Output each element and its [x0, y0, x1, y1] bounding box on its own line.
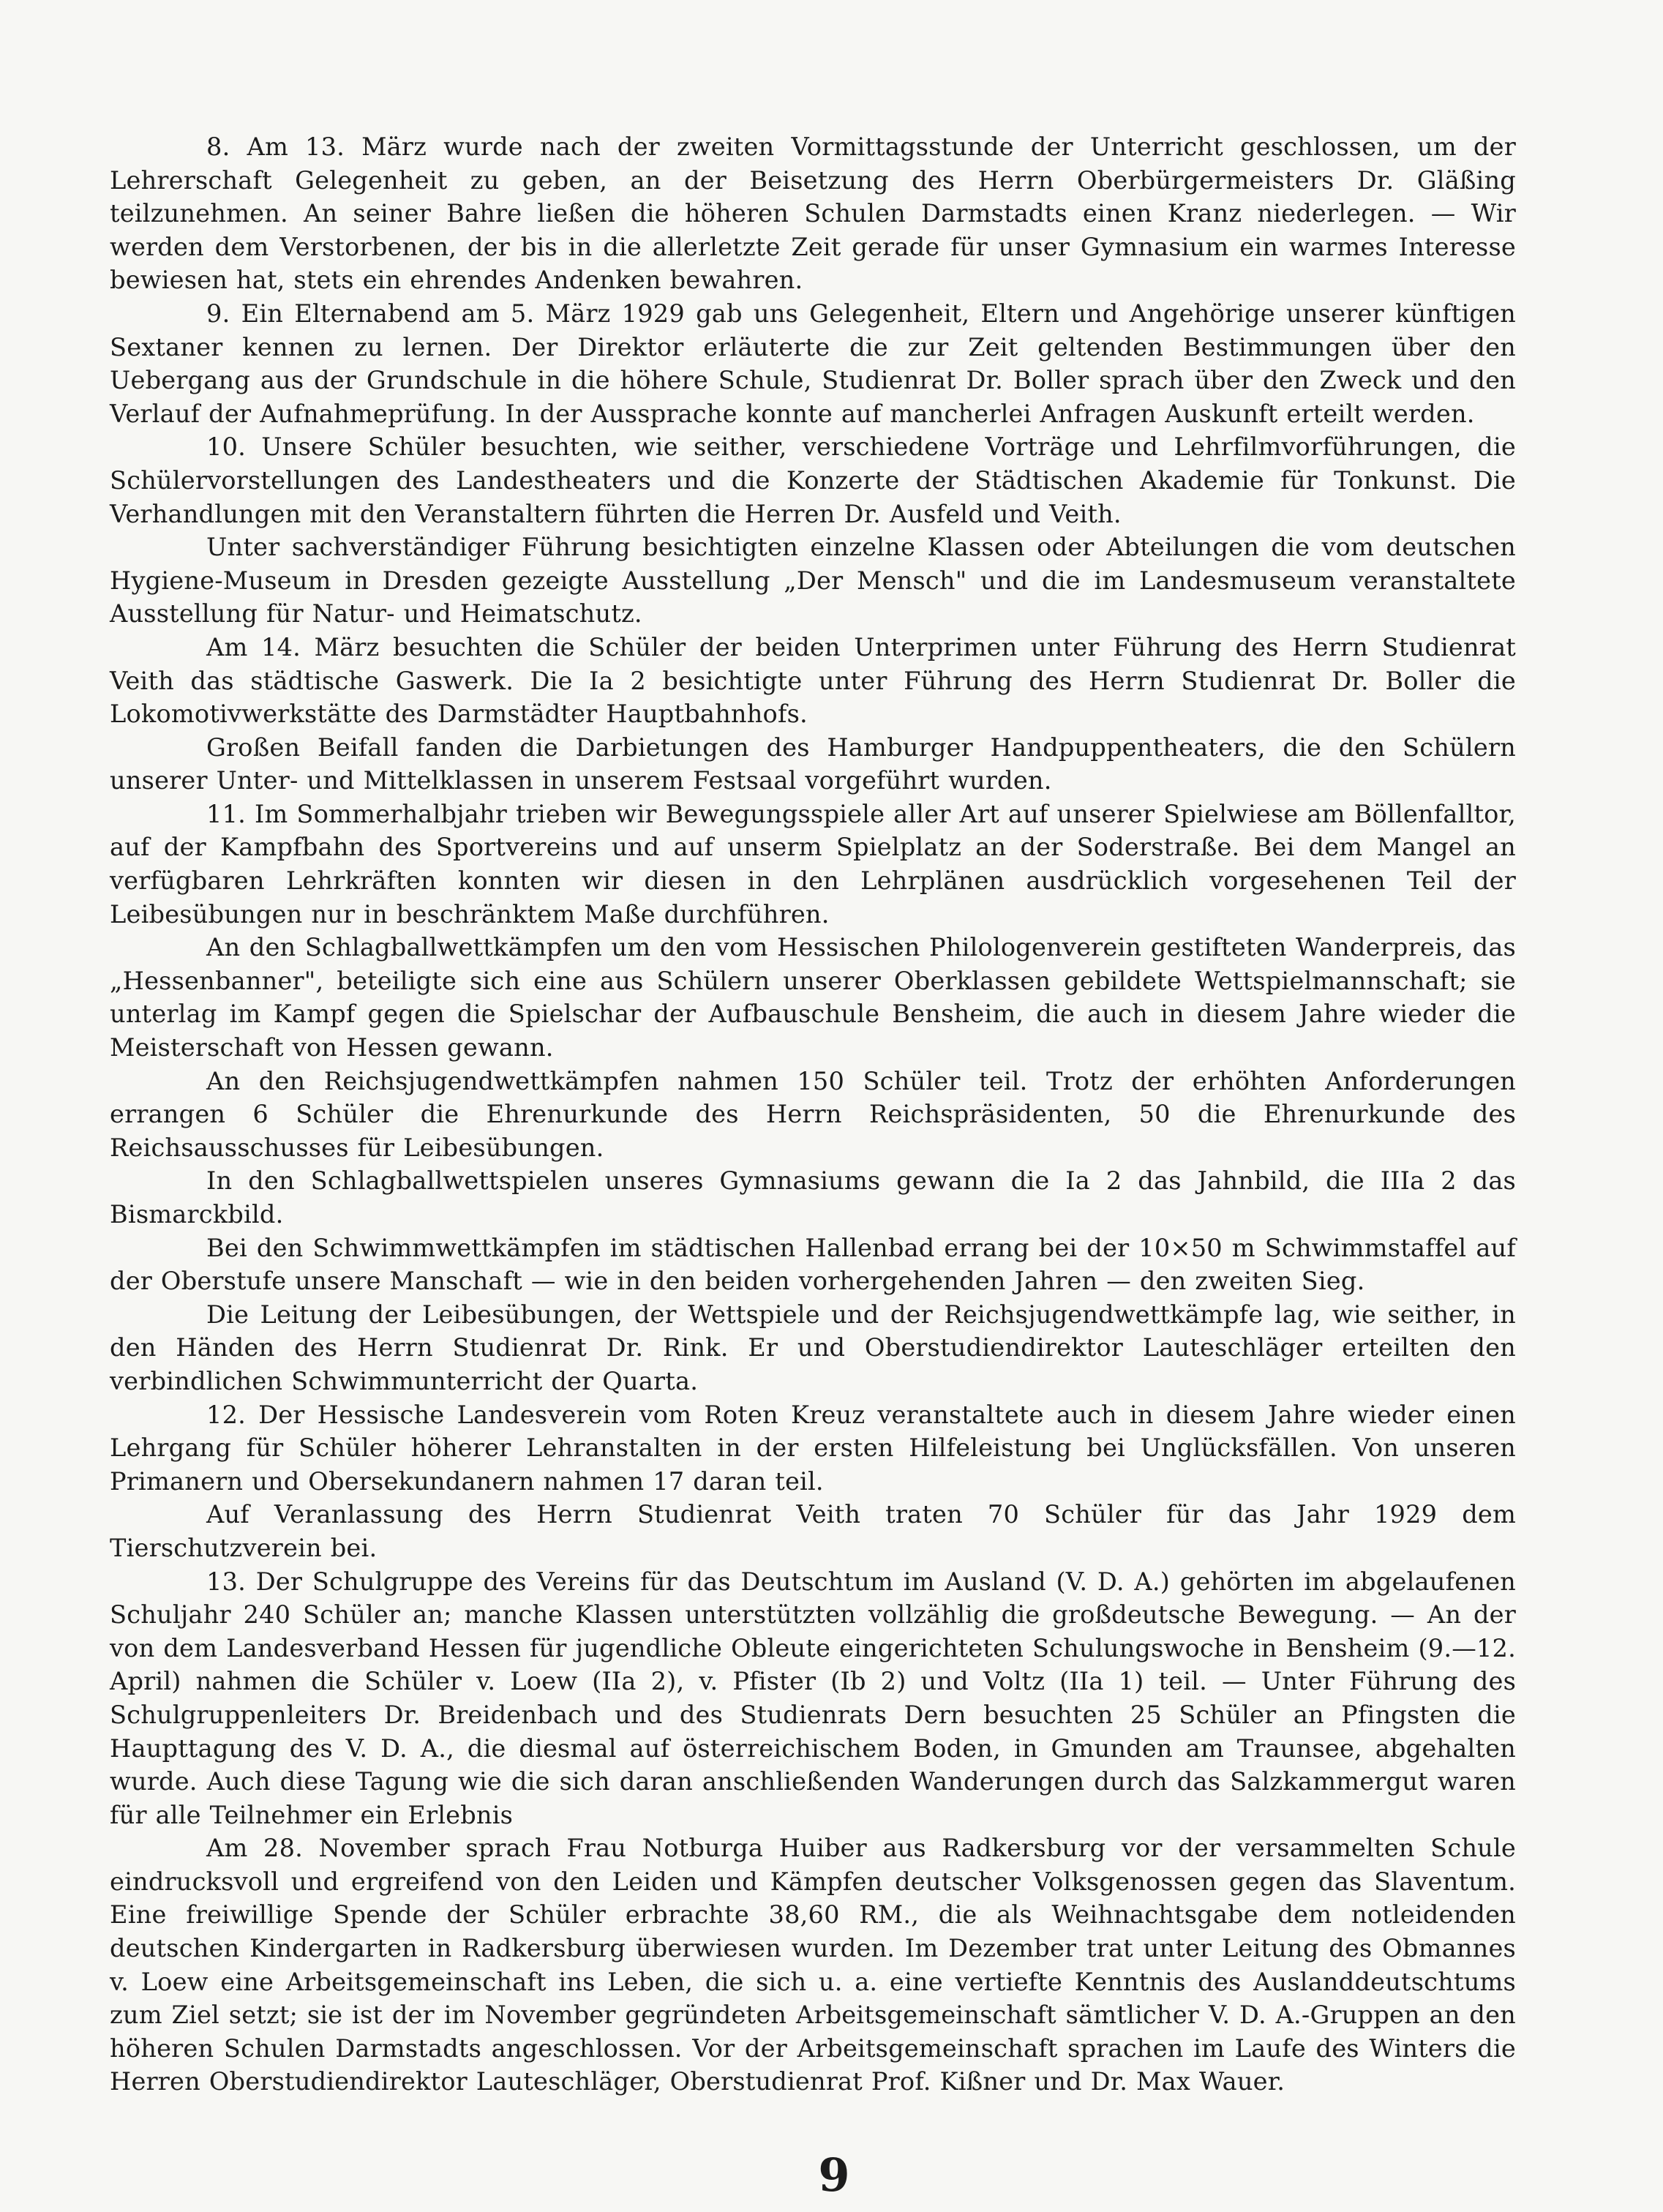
- paragraph: 12. Der Hessische Landesverein vom Roten Kreuz veranstaltete auch in diesem Jahre wieder einen Lehrgang für Schüler höherer Lehranstalten in der ersten Hilfeleistung bei Unglücksfällen. Von unseren Primanern und Obersekundanern nahmen 17 daran teil.: [110, 1400, 1516, 1496]
- page-number: 9: [818, 2148, 850, 2202]
- paragraph: Die Leitung der Leibesübungen, der Wettspiele und der Reichsjugendwettkämpfe lag, wie seither, in den Händen des Herrn Studienrat Dr. Rink. Er und Oberstudiendirektor Lauteschläger erteilten den verbindlichen Schwimmunterricht der Quarta.: [110, 1300, 1516, 1395]
- paragraph: Am 28. November sprach Frau Notburga Huiber aus Radkersburg vor der versammelten Schule eindrucksvoll und ergreifend von den Leiden und Kämpfen deutscher Volksgenossen gegen das Slaventum. Eine freiwillige Spende der Schüler erbrachte 38,60 RM., die als Weihnachtsgabe dem notleidenden deutschen Kindergarten in Radkersburg überwiesen wurden. Im Dezember trat unter Leitung des Obmannes v. Loew eine Arbeitsgemeinschaft ins Leben, die sich u. a. eine vertiefte Kenntnis des Auslanddeutschtums zum Ziel setzt; sie ist der im November gegründeten Arbeitsgemeinschaft sämtlicher V. D. A.-Gruppen an den höheren Schulen Darmstadts angeschlossen. Vor der Arbeitsgemeinschaft sprachen im Laufe des Winters die Herren Oberstudiendirektor Lauteschläger, Oberstudienrat Prof. Kißner und Dr. Max Wauer.: [110, 1834, 1516, 2096]
- paragraph: 11. Im Sommerhalbjahr trieben wir Bewegungsspiele aller Art auf unserer Spielwiese am Böllenfalltor, auf der Kampfbahn des Sportvereins und auf unserm Spielplatz an der Soderstraße. Bei dem Mangel an verfügbaren Lehrkräften konnten wir diesen in den Lehrplänen ausdrücklich vorgesehenen Teil der Leibesübungen nur in beschränktem Maße durchführen.: [110, 799, 1516, 929]
- paragraph: 13. Der Schulgruppe des Vereins für das Deutschtum im Ausland (V. D. A.) gehörten im abgelaufenen Schuljahr 240 Schüler an; manche Klassen unterstützten vollzählig die großdeutsche Bewegung. — An der von dem Landesverband Hessen für jugendliche Obleute eingerichteten Schulungswoche in Bensheim (9.—12. April) nahmen die Schüler v. Loew (IIa 2), v. Pfister (Ib 2) und Voltz (IIa 1) teil. — Unter Führung des Schulgruppenleiters Dr. Breidenbach und des Studienrats Dern besuchten 25 Schüler an Pfingsten die Haupttagung des V. D. A., die diesmal auf österreichischem Boden, in Gmunden am Traunsee, abgehalten wurde. Auch diese Tagung wie die sich daran anschließenden Wanderungen durch das Salzkammergut waren für alle Teilnehmer ein Erlebnis: [110, 1567, 1516, 1829]
- paragraph: Unter sachverständiger Führung besichtigten einzelne Klassen oder Abteilungen die vom deutschen Hygiene-Museum in Dresden gezeigte Ausstellung „Der Mensch" und die im Landesmuseum veranstaltete Ausstellung für Natur- und Heimatschutz.: [110, 533, 1516, 629]
- paragraph: 9. Ein Elternabend am 5. März 1929 gab uns Gelegenheit, Eltern und Angehörige unserer künftigen Sextaner kennen zu lernen. Der Direktor erläuterte die zur Zeit geltenden Bestimmungen über den Uebergang aus der Grundschule in die höhere Schule, Studienrat Dr. Boller sprach über den Zweck und den Verlauf der Aufnahmeprüfung. In der Aussprache konnte auf mancherlei Anfragen Auskunft erteilt werden.: [110, 299, 1516, 428]
- document-body: [110, 130, 1516, 2099]
- paragraph: In den Schlagballwettspielen unseres Gymnasiums gewann die Ia 2 das Jahnbild, die IIIa 2 das Bismarckbild.: [110, 1166, 1516, 1229]
- paragraph: 10. Unsere Schüler besuchten, wie seither, verschiedene Vorträge und Lehrfilmvorführungen, die Schülervorstellungen des Landestheaters und die Konzerte der Städtischen Akademie für Tonkunst. Die Verhandlungen mit den Veranstaltern führten die Herren Dr. Ausfeld und Veith.: [110, 432, 1516, 528]
- paragraph: An den Schlagballwettkämpfen um den vom Hessischen Philologenverein gestifteten Wanderpreis, das „Hessenbanner", beteiligte sich eine aus Schülern unserer Oberklassen gebildete Wettspielmannschaft; sie unterlag im Kampf gegen die Spielschar der Aufbauschule Bensheim, die auch in diesem Jahre wieder die Meisterschaft von Hessen gewann.: [110, 933, 1516, 1062]
- paragraph: 8. Am 13. März wurde nach der zweiten Vormittagsstunde der Unterricht geschlossen, um der Lehrerschaft Gelegenheit zu geben, an der Beisetzung des Herrn Oberbürgermeisters Dr. Gläßing teilzunehmen. An seiner Bahre ließen die höheren Schulen Darmstadts einen Kranz niederlegen. — Wir werden dem Verstorbenen, der bis in die allerletzte Zeit gerade für unser Gymnasium ein warmes Interesse bewiesen hat, stets ein ehrendes Andenken bewahren.: [110, 132, 1516, 295]
- paragraph: Großen Beifall fanden die Darbietungen des Hamburger Handpuppentheaters, die den Schülern unserer Unter- und Mittelklassen in unserem Festsaal vorgeführt wurden.: [110, 732, 1516, 795]
- paragraph: An den Reichsjugendwettkämpfen nahmen 150 Schüler teil. Trotz der erhöhten Anforderungen errangen 6 Schüler die Ehrenurkunde des Herrn Reichspräsidenten, 50 die Ehrenurkunde des Reichsausschusses für Leibesübungen.: [110, 1066, 1516, 1162]
- paragraph: Auf Veranlassung des Herrn Studienrat Veith traten 70 Schüler für das Jahr 1929 dem Tierschutzverein bei.: [110, 1500, 1516, 1562]
- paragraph: Bei den Schwimmwettkämpfen im städtischen Hallenbad errang bei der 10×50 m Schwimmstaffel auf der Oberstufe unsere Manschaft — wie in den beiden vorhergehenden Jahren — den zweiten Sieg.: [110, 1233, 1516, 1296]
- paragraph: Am 14. März besuchten die Schüler der beiden Unterprimen unter Führung des Herrn Studienrat Veith das städtische Gaswerk. Die Ia 2 besichtigte unter Führung des Herrn Studienrat Dr. Boller die Lokomotivwerkstätte des Darmstädter Hauptbahnhofs.: [110, 632, 1516, 729]
